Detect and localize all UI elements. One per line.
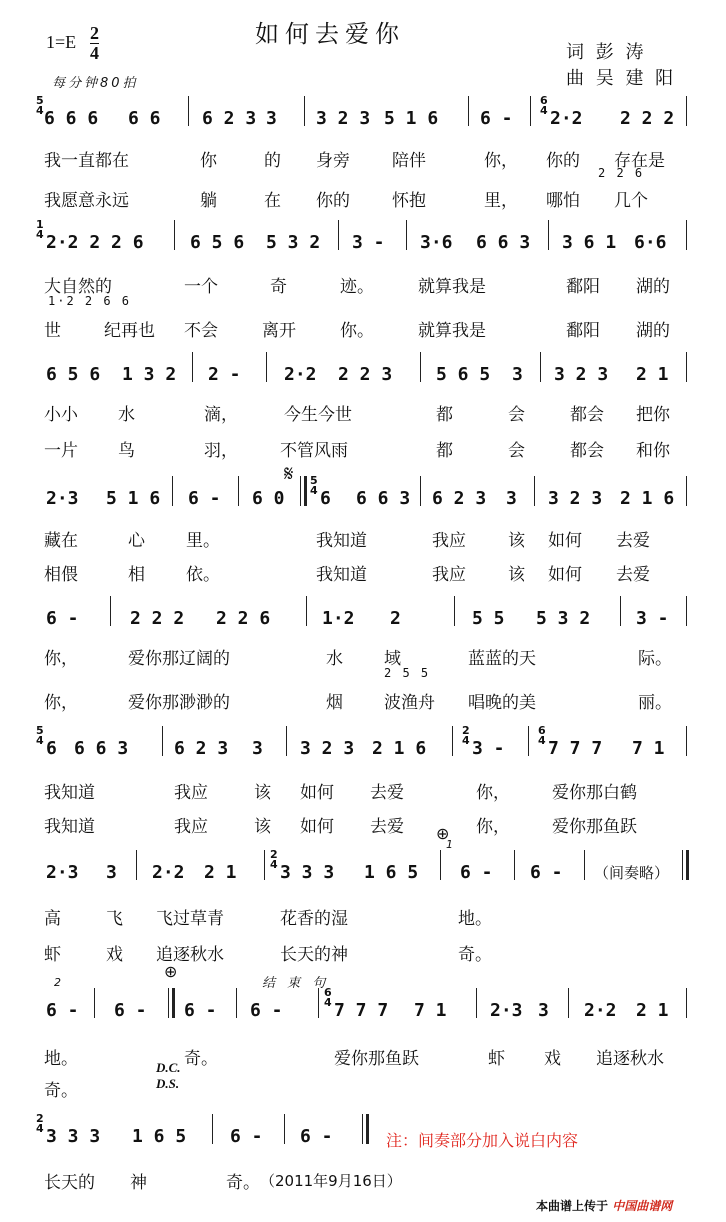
lyrics-verse-2: 我知道 我应 该 如何 去爱 你， 爱你那鱼跃 — [44, 817, 637, 837]
note-group: 3 — [252, 738, 263, 759]
barline — [338, 220, 339, 250]
note-group: 6 - — [530, 862, 563, 883]
lyrics-verse-2: 一片 鸟 羽， 不管风雨 都 会 都会 和你 — [44, 441, 670, 461]
meter-change: 6 4 — [540, 94, 548, 117]
barline — [534, 476, 535, 506]
lyricist-credit: 词 彭 涛 — [566, 42, 647, 63]
note-group: 7 1 — [632, 738, 665, 759]
note-group: 3 2 3 — [300, 738, 355, 759]
site-brand[interactable]: 中国曲谱网 — [612, 1199, 673, 1213]
lyrics-verse-2: 相偎 相 依。 我知道 我应 该 如何 去爱 — [44, 565, 650, 585]
note-group: 1 3 2 — [122, 364, 177, 385]
meter-change: 2 4 — [270, 848, 278, 871]
note-group: 6 0 — [252, 488, 285, 509]
ornament-notes: 2 5 5 — [384, 666, 431, 680]
lyrics-verse-2: 你， 爱你那渺渺的 烟 波渔舟 唱晚的美 丽。 — [44, 693, 672, 713]
ending-label: 结 束 句 — [262, 976, 330, 991]
lyrics-verse-1: 藏在 心 里。 我知道 我应 该 如何 去爱 — [44, 531, 650, 551]
barline — [168, 988, 169, 1018]
note-group: 2 2 6 — [216, 608, 271, 629]
note-group: 6·6 — [634, 232, 667, 253]
time-signature — [90, 24, 99, 63]
note-group: 6 - — [460, 862, 493, 883]
tempo-marking: 每分钟80拍 — [52, 76, 139, 91]
meter-change: 1 4 — [36, 218, 44, 241]
note-group: 6 — [46, 738, 57, 759]
note-group: 2·2 — [152, 862, 185, 883]
note-group: 2 2 3 — [338, 364, 393, 385]
note-group: 6 - — [114, 1000, 147, 1021]
lyrics-verse-1: 小小 水 滴， 今生今世 都 会 都会 把你 — [44, 405, 670, 425]
note-group: 6 - — [300, 1126, 333, 1147]
interlude-note: （间奏略） — [594, 864, 670, 882]
note-group: 2 — [390, 608, 401, 629]
meter-change: 6 4 — [538, 724, 546, 747]
barline — [172, 988, 175, 1018]
note-group: 6 - — [184, 1000, 217, 1021]
note-group: 2 1 6 — [620, 488, 675, 509]
barline — [188, 96, 189, 126]
note-group: 3 - — [352, 232, 385, 253]
note-group: 3 3 3 — [46, 1126, 101, 1147]
lyrics-verse-1: 地。 奇。 爱你那鱼跃 虾 戏 追逐秋水 — [44, 1049, 664, 1069]
note-group: 3 — [266, 108, 277, 129]
barline — [192, 352, 193, 382]
lyrics-verse-2: 奇。 — [44, 1081, 78, 1101]
lyrics-verse-2: 我愿意永远 躺 在 你的 怀抱 里， 哪怕 几个 — [44, 191, 648, 211]
barline — [212, 1114, 213, 1144]
note-group: 3 - — [636, 608, 669, 629]
barline — [362, 1114, 363, 1144]
note-group: 5 6 5 — [436, 364, 491, 385]
barline — [686, 352, 687, 382]
barline — [584, 850, 585, 880]
note-group: 2·3 — [490, 1000, 523, 1021]
note-group: 5 3 2 — [266, 232, 321, 253]
score-row-5 — [40, 592, 690, 634]
note-group: 6 6 3 — [74, 738, 129, 759]
barline — [318, 988, 319, 1018]
score-row-3 — [40, 348, 690, 390]
final-barline — [366, 1114, 369, 1144]
barline — [136, 850, 137, 880]
coda-sign: ⊕ — [436, 824, 450, 843]
barline — [406, 220, 407, 250]
note-group: 2·2 — [550, 108, 583, 129]
note-group: 7 7 7 — [334, 1000, 389, 1021]
barline — [238, 476, 239, 506]
meter-change: 5 4 — [36, 94, 44, 117]
barline — [514, 850, 515, 880]
barline — [686, 726, 687, 756]
barline — [530, 96, 531, 126]
note-group: 6 — [320, 488, 331, 509]
barline — [476, 988, 477, 1018]
barline — [266, 352, 267, 382]
barline — [420, 352, 421, 382]
lyrics-verse-1: 你， 爱你那辽阔的 水 域 蓝蓝的天 际。 — [44, 649, 672, 669]
barline — [300, 476, 301, 506]
barline — [110, 596, 111, 626]
score-row-1 — [36, 92, 690, 134]
barline — [306, 596, 307, 626]
note-group: 3 6 1 — [562, 232, 617, 253]
barline — [540, 352, 541, 382]
meter-change: 6 4 — [324, 986, 332, 1009]
time-top: 2 — [90, 23, 99, 43]
coda-sign: ⊕ — [164, 962, 178, 981]
note-group: 3 - — [472, 738, 505, 759]
note-group: 6 - — [230, 1126, 263, 1147]
note-group: 3 3 3 — [280, 862, 335, 883]
note-group: 2 2 2 — [130, 608, 185, 629]
note-group: 6 2 3 — [174, 738, 229, 759]
barline — [284, 1114, 285, 1144]
note-group: 2·3 — [46, 488, 79, 509]
note-group: 3 — [506, 488, 517, 509]
score-row-2 — [36, 216, 690, 258]
barline — [94, 988, 95, 1018]
note-group: 2 1 — [204, 862, 237, 883]
barline — [682, 850, 683, 880]
note-group: 6 - — [46, 608, 79, 629]
note-group: 6 2 3 — [432, 488, 487, 509]
score-row-6 — [36, 722, 690, 764]
lyrics-verse-1: 我知道 我应 该 如何 去爱 你， 爱你那白鹤 — [44, 783, 637, 803]
barline — [162, 726, 163, 756]
note-group: 6 6 — [128, 108, 161, 129]
note-group: 2·2 — [584, 1000, 617, 1021]
barline — [304, 96, 305, 126]
barline — [286, 726, 287, 756]
time-bottom: 4 — [90, 43, 99, 63]
barline — [236, 988, 237, 1018]
note-group: 6 - — [250, 1000, 283, 1021]
volta-1: 1 — [446, 838, 453, 851]
note-group: 3 — [538, 1000, 549, 1021]
barline — [568, 988, 569, 1018]
lyrics-verse-1: 大自然的 一个 奇 迹。 就算我是 鄱阳 湖的 — [44, 277, 670, 297]
barline — [686, 96, 687, 126]
barline — [440, 850, 441, 880]
note-group: 2 1 — [636, 364, 669, 385]
barline — [264, 850, 265, 880]
note-group: 5 3 2 — [536, 608, 591, 629]
upload-credit — [536, 1197, 672, 1214]
meter-change: 2 4 — [36, 1112, 44, 1135]
segno-sign: 𝄋 — [284, 462, 294, 487]
meter-change: 5 4 — [310, 474, 318, 497]
barline — [620, 596, 621, 626]
dc-marking: D.C. — [156, 1060, 181, 1075]
barline — [452, 726, 453, 756]
barline — [528, 726, 529, 756]
note-group: 3 — [106, 862, 117, 883]
repeat-barline — [686, 850, 689, 880]
note-group: 2·2 — [284, 364, 317, 385]
barline — [468, 96, 469, 126]
note-group: 3 — [512, 364, 523, 385]
lyrics-verse-2: 世 纪再也 不会 离开 你。 就算我是 鄱阳 湖的 — [44, 321, 670, 341]
upload-label: 本曲谱上传于 — [536, 1199, 609, 1213]
note-group: 7 7 7 — [548, 738, 603, 759]
note-group: 6 6 3 — [356, 488, 411, 509]
note-group: 6 2 3 — [202, 108, 257, 129]
meter-change: 2 4 — [462, 724, 470, 747]
score-row-7 — [40, 838, 690, 888]
note-group: 2·2 2 2 6 — [46, 232, 144, 253]
note-group: 3·6 — [420, 232, 453, 253]
meter-change: 5 4 — [36, 724, 44, 747]
barline — [548, 220, 549, 250]
note-group: 6 - — [480, 108, 513, 129]
barline — [686, 220, 687, 250]
note-group: 5 1 6 — [106, 488, 161, 509]
lyrics-verse-2: 虾 戏 追逐秋水 长天的神 奇。 — [44, 945, 492, 965]
note-group: 5 5 — [472, 608, 505, 629]
note-group: 1·2 — [322, 608, 355, 629]
note-group: 6 - — [188, 488, 221, 509]
barline — [420, 476, 421, 506]
barline — [172, 476, 173, 506]
barline — [686, 988, 687, 1018]
key-signature: 1=E — [46, 32, 77, 52]
note-group: 6 5 6 — [190, 232, 245, 253]
note-group: 2·3 — [46, 862, 79, 883]
note-group: 1 6 5 — [132, 1126, 187, 1147]
note-group: 3 2 3 — [548, 488, 603, 509]
barline — [454, 596, 455, 626]
note-group: 6 5 6 — [46, 364, 101, 385]
score-row-4 — [40, 472, 690, 514]
composer-credit: 曲 吴 建 阳 — [566, 68, 677, 89]
song-title: 如何去爱你 — [255, 20, 405, 48]
lyrics-verse-1: 我一直都在 你 的 身旁 陪伴 你， 你的 存在是 — [44, 151, 665, 171]
note-group: 6 - — [46, 1000, 79, 1021]
barline — [174, 220, 175, 250]
note-group: 2 - — [208, 364, 241, 385]
lyrics-verse-1: 长天的 神 奇。 （2011年9月16日） — [44, 1172, 402, 1193]
note-group: 1 6 5 — [364, 862, 419, 883]
note-group: 2 1 6 — [372, 738, 427, 759]
barline — [686, 476, 687, 506]
note-group: 2 1 — [636, 1000, 669, 1021]
note-group: 7 1 — [414, 1000, 447, 1021]
volta-2: 2 — [54, 976, 61, 989]
ornament-notes: 1·2 2 6 6 — [48, 294, 132, 308]
note-group: 3 2 3 — [316, 108, 371, 129]
ornament-notes: 2 2 6 — [598, 166, 645, 180]
note-group: 6 6 3 — [476, 232, 531, 253]
barline — [304, 476, 307, 506]
lyrics-verse-1: 高 飞 飞过草青 花香的湿 地。 — [44, 909, 492, 929]
note-group: 3 2 3 — [554, 364, 609, 385]
note-group: 2 2 2 — [620, 108, 675, 129]
barline — [686, 596, 687, 626]
interlude-instruction: 注：间奏部分加入说白内容 — [386, 1131, 579, 1150]
score-row-9 — [36, 1110, 380, 1152]
ds-marking: D.S. — [156, 1076, 180, 1091]
note-group: 5 1 6 — [384, 108, 439, 129]
note-group: 6 6 6 — [44, 108, 99, 129]
